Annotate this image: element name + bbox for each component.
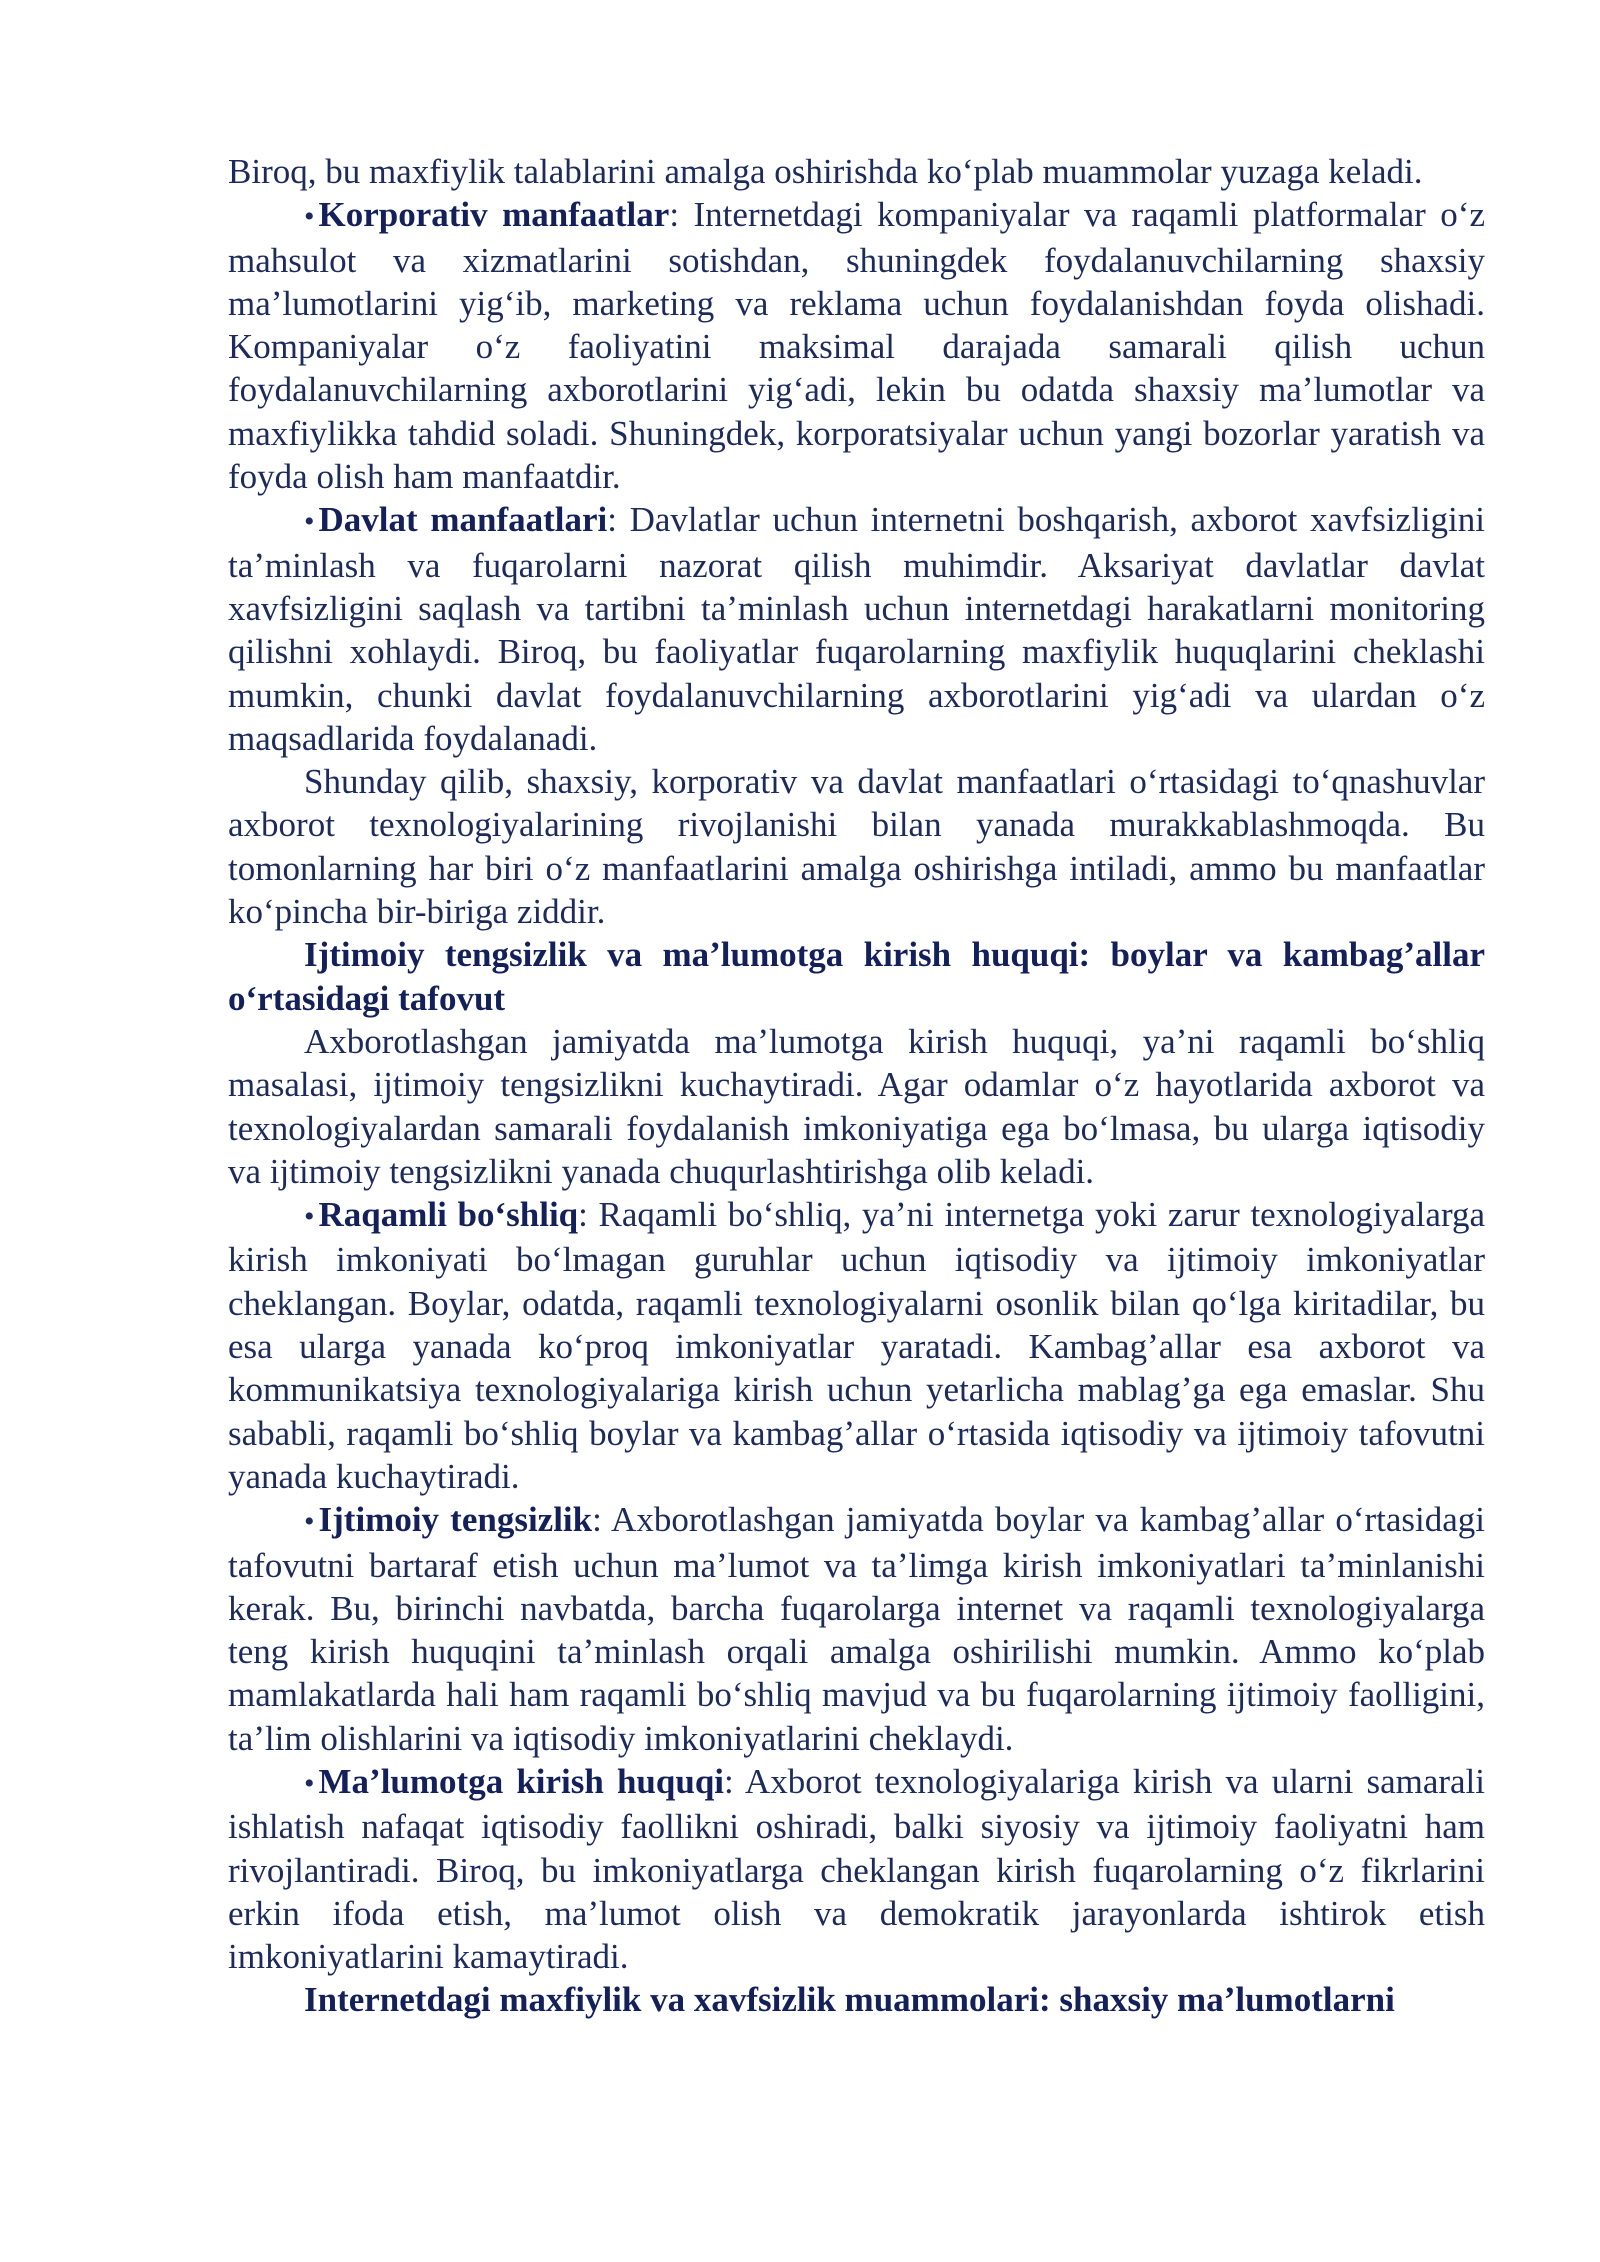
bullet-term: Raqamli boʻshliq bbox=[318, 1195, 579, 1235]
section-heading: Internetdagi maxfiylik va xavfsizlik muammolari: shaxsiy maʼlumotlarni bbox=[304, 1980, 1395, 2020]
paragraph: Biroq, bu maxfiylik talablarini amalga oshirishda koʻplab muammolar yuzaga keladi. bbox=[228, 152, 1423, 191]
bullet-paragraph bbox=[228, 498, 1485, 760]
bullet-term: Ijtimoiy tengsizlik bbox=[318, 1500, 593, 1540]
bullet-text: : Davlatlar uchun internetni boshqarish, axborot xavfsizligini taʼminlash va fuqarolarni nazorat qilish muhimdir. Aksariyat davlatlar davlat xavfsizligini saqlash va tartibni taʼminlash uchun internetdagi harakatlarni monitoring qilishni xohlaydi. Biroq, bu faoliyatlar fuqarolarning maxfiylik huquqlarini cheklashi mumkin, chunki davlat foydalanuvchilarning axborotlarini yigʻadi va ulardan oʻz maqsadlarida foydalanadi. bbox=[228, 500, 1485, 758]
bullet-text: : Axborotlashgan jamiyatda boylar va kambagʼallar oʻrtasidagi tafovutni bartaraf etish uchun maʼlumot va taʼlimga kirish imkoniyatlari taʼminlanishi kerak. Bu, birinchi navbatda, barcha fuqarolarga internet va raqamli texnologiyalarga teng kirish huquqini taʼminlash orqali amalga oshirilishi mumkin. Ammo koʻplab mamlakatlarda hali ham raqamli boʻshliq mavjud va bu fuqarolarning ijtimoiy faolligini, taʼlim olishlarini va iqtisodiy imkoniyatlarini cheklaydi. bbox=[228, 1500, 1486, 1758]
bullet-text: : Raqamli boʻshliq, yaʼni internetga yoki zarur texnologiyalarga kirish imkoniyati boʻlmagan guruhlar uchun iqtisodiy va ijtimoiy imkoniyatlar cheklangan. Boylar, odatda, raqamli texnologiyalarni osonlik bilan qoʻlga kiritadilar, bu esa ularga yanada koʻproq imkoniyatlar yaratadi. Kambagʼallar esa axborot va kommunikatsiya texnologiyalariga kirish uchun yetarlicha mablagʼga ega emaslar. Shu sababli, raqamli boʻshliq boylar va kambagʼallar oʻrtasida iqtisodiy va ijtimoiy tafovutni yanada kuchaytiradi. bbox=[228, 1195, 1485, 1496]
bullet-paragraph bbox=[228, 1760, 1485, 1978]
section-heading: Ijtimoiy tengsizlik va maʼlumotga kirish huquqi: boylar va kambagʼallar oʻrtasidagi tafovut bbox=[228, 935, 1485, 1018]
paragraph: Axborotlashgan jamiyatda maʼlumotga kirish huquqi, yaʼni raqamli boʻshliq masalasi, ijtimoiy tengsizlikni kuchaytiradi. Agar odamlar oʻz hayotlarida axborot va texnologiyalardan samarali foydalanish imkoniyatiga ega boʻlmasa, bu ularga iqtisodiy va ijtimoiy tengsizlikni yanada chuqurlashtirishga olib keladi. bbox=[228, 1021, 1485, 1191]
bullet-icon: • bbox=[304, 505, 315, 539]
bullet-paragraph bbox=[228, 193, 1485, 498]
bullet-icon: • bbox=[304, 1766, 315, 1800]
bullet-paragraph bbox=[228, 1498, 1485, 1760]
bullet-icon: • bbox=[304, 200, 315, 234]
bullet-term: Maʼlumotga kirish huquqi bbox=[318, 1761, 725, 1801]
bullet-paragraph bbox=[228, 1193, 1485, 1498]
document-page bbox=[228, 150, 1485, 2022]
bullet-icon: • bbox=[304, 1200, 315, 1234]
bullet-text: : Internetdagi kompaniyalar va raqamli platformalar oʻz mahsulot va xizmatlarini sotishdan, shuningdek foydalanuvchilarning shaxsiy maʼlumotlarini yigʻib, marketing va reklama uchun foydalanishdan foyda olishadi. Kompaniyalar oʻz faoliyatini maksimal darajada samarali qilish uchun foydalanuvchilarning axborotlarini yigʻadi, lekin bu odatda shaxsiy maʼlumotlar va maxfiylikka tahdid soladi. Shuningdek, korporatsiyalar uchun yangi bozorlar yaratish va foyda olish ham manfaatdir. bbox=[228, 195, 1485, 497]
bullet-icon: • bbox=[304, 1505, 315, 1539]
bullet-text: : Axborot texnologiyalariga kirish va ularni samarali ishlatish nafaqat iqtisodiy faollikni oshiradi, balki siyosiy va ijtimoiy faoliyatni ham rivojlantiradi. Biroq, bu imkoniyatlarga cheklangan kirish fuqarolarning oʻz fikrlarini erkin ifoda etish, maʼlumot olish va demokratik jarayonlarda ishtirok etish imkoniyatlarini kamaytiradi. bbox=[228, 1761, 1485, 1977]
bullet-term: Davlat manfaatlari bbox=[318, 500, 608, 540]
paragraph: Shunday qilib, shaxsiy, korporativ va davlat manfaatlari oʻrtasidagi toʻqnashuvlar axborot texnologiyalarining rivojlanishi bilan yanada murakkablashmoqda. Bu tomonlarning har biri oʻz manfaatlarini amalga oshirishga intiladi, ammo bu manfaatlar koʻpincha bir-biriga ziddir. bbox=[228, 762, 1485, 932]
bullet-term: Korporativ manfaatlar bbox=[318, 195, 670, 235]
